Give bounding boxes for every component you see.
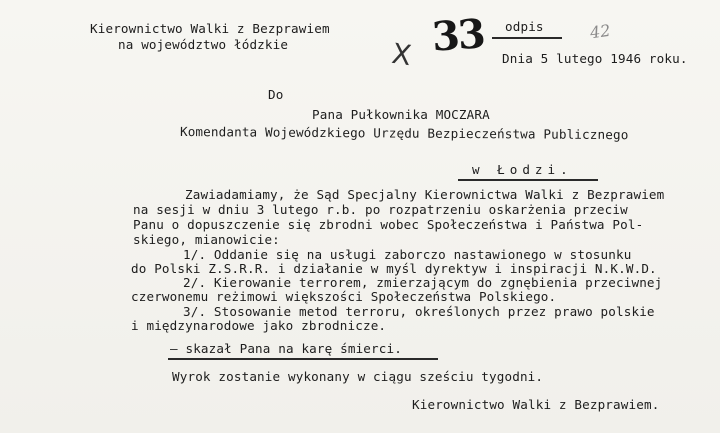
body-line: czerwonemu reżimowi większości Społeczeństwa Polskiego.: [131, 289, 557, 304]
org-name-line2: na województwo łódzkie: [118, 37, 289, 52]
page-number-pencil: 42: [588, 20, 612, 43]
copy-label-underline: [492, 37, 562, 39]
body-line: 2/. Kierowanie terrorem, zmierzającym do zgnębienia przeciwnej: [183, 275, 663, 290]
body-line: i międzynarodowe jako zbrodnicze.: [131, 318, 387, 333]
recipient-name: Pana Pułkownika MOCZARA: [312, 107, 490, 122]
body-line: 1/. Oddanie się na usługi zaborczo nastawionego w stosunku: [183, 247, 632, 262]
document-date: Dnia 5 lutego 1946 roku.: [502, 51, 688, 66]
recipient-city: w Łodzi.: [472, 162, 573, 177]
body-line: do Polski Z.S.R.R. i działanie w myśl dyrektyw i inspiracji N.K.W.D.: [131, 261, 657, 276]
execution-line: Wyrok zostanie wykonany w ciągu sześciu tygodni.: [172, 369, 544, 384]
verdict-line: – skazał Pana na karę śmierci.: [170, 341, 402, 356]
signature: Kierownictwo Walki z Bezprawiem.: [412, 397, 660, 412]
document-number-stamp: 33: [430, 10, 486, 61]
body-line: 3/. Stosowanie metod terroru, określonych przez prawo polskie: [183, 304, 655, 319]
cross-mark: X: [389, 36, 414, 73]
body-line: Zawiadamiamy, że Sąd Specjalny Kierownictwa Walki z Bezprawiem: [185, 187, 665, 202]
org-name-line1: Kierownictwo Walki z Bezprawiem: [90, 21, 330, 36]
city-underline: [458, 179, 598, 181]
body-line: na sesji w dniu 3 lutego r.b. po rozpatrzeniu oskarżenia przeciw: [133, 202, 628, 217]
body-line: Panu o dopuszczenie się zbrodni wobec Społeczeństwa i Państwa Pol-: [133, 217, 644, 232]
verdict-underline: [168, 358, 438, 360]
recipient-position: Komendanta Wojewódzkiego Urzędu Bezpieczeństwa Publicznego: [179, 124, 629, 143]
address-to: Do: [268, 87, 284, 102]
body-line: skiego, mianowicie:: [133, 232, 280, 247]
copy-label: odpis: [505, 19, 544, 34]
